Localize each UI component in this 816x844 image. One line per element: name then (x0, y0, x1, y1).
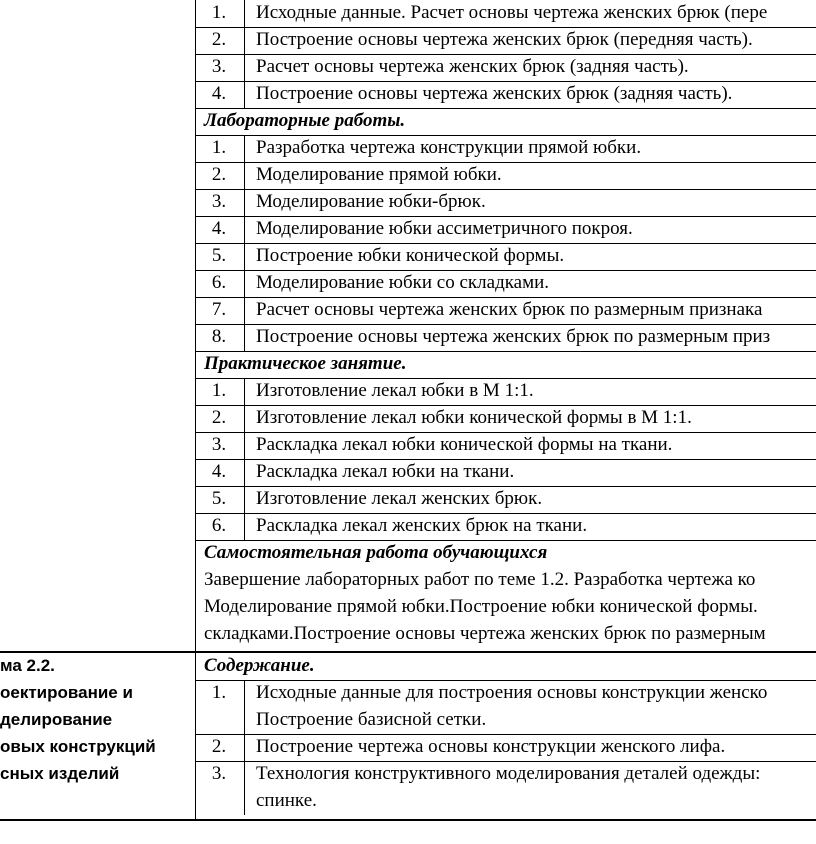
lab-row-number: 3. (211, 191, 227, 212)
content-row-text: Построение чертежа основы конструкции женского лифа. (256, 736, 726, 757)
lab-row-text: Моделирование юбки-брюк. (256, 191, 486, 212)
column-divider (244, 0, 245, 27)
column-divider (244, 270, 245, 297)
practice-row-text: Изготовление лекал юбки в М 1:1. (256, 380, 534, 401)
column-divider (244, 162, 245, 189)
content-row-number: 3. (211, 763, 227, 784)
practice-row-text: Изготовление лекал женских брюк. (256, 488, 543, 509)
topic-title-line: делирование (0, 710, 113, 729)
self-work-text: Моделирование прямой юбки.Построение юбки конической формы. (204, 596, 758, 617)
column-divider (244, 81, 245, 108)
self-work-text: Завершение лабораторных работ по теме 1.2. Разработка чертежа ко (204, 569, 756, 590)
practice-row-text: Изготовление лекал юбки конической формы в М 1:1. (256, 407, 692, 428)
lab-row-number: 5. (211, 245, 227, 266)
topic-title-line: ма 2.2. (0, 656, 55, 675)
content-row-text: Построение базисной сетки. (256, 709, 487, 730)
column-divider (244, 405, 245, 432)
column-divider (244, 189, 245, 216)
column-divider (244, 486, 245, 513)
section-header-self-work: Самостоятельная работа обучающихся (204, 542, 548, 563)
column-divider (244, 734, 245, 761)
practice-row-text: Раскладка лекал женских брюк на ткани. (256, 515, 588, 536)
top-row-number: 4. (211, 83, 227, 104)
self-work-text: складками.Построение основы чертежа женских брюк по размерным (204, 623, 766, 644)
lab-row-text: Моделирование юбки со складками. (256, 272, 550, 293)
lab-row-text: Моделирование юбки ассиметричного покроя. (256, 218, 633, 239)
practice-row-number: 2. (211, 407, 227, 428)
column-divider (244, 324, 245, 351)
column-divider (244, 432, 245, 459)
content-row-text: Исходные данные для построения основы конструкции женско (256, 682, 768, 703)
column-divider (244, 297, 245, 324)
section-border (0, 651, 816, 653)
topic-title-line: овых конструкций (0, 737, 156, 756)
practice-row-text: Раскладка лекал юбки на ткани. (256, 461, 515, 482)
column-divider-main (195, 0, 196, 819)
topic-title-line: сных изделий (0, 764, 120, 783)
lab-row-number: 6. (211, 272, 227, 293)
lab-row-text: Разработка чертежа конструкции прямой юбки. (256, 137, 642, 158)
content-row-text: спинке. (256, 790, 317, 811)
lab-row-text: Построение основы чертежа женских брюк по размерным приз (256, 326, 771, 347)
lab-row-text: Расчет основы чертежа женских брюк по размерным признака (256, 299, 763, 320)
lab-row-number: 1. (211, 137, 227, 158)
section-header-practice: Практическое занятие. (204, 353, 407, 374)
practice-row-number: 5. (211, 488, 227, 509)
lab-row-number: 4. (211, 218, 227, 239)
lab-row-text: Моделирование прямой юбки. (256, 164, 502, 185)
column-divider (244, 135, 245, 162)
column-divider (244, 459, 245, 486)
top-row-text: Построение основы чертежа женских брюк (задняя часть). (256, 83, 733, 104)
top-row-text: Расчет основы чертежа женских брюк (задняя часть). (256, 56, 689, 77)
column-divider (244, 243, 245, 270)
topic-title-line: оектирование и (0, 683, 133, 702)
lab-row-number: 2. (211, 164, 227, 185)
practice-row-number: 4. (211, 461, 227, 482)
column-divider (244, 54, 245, 81)
content-row-number: 2. (211, 736, 227, 757)
table-bottom-border (0, 819, 816, 821)
practice-row-text: Раскладка лекал юбки конической формы на ткани. (256, 434, 673, 455)
top-row-number: 3. (211, 56, 227, 77)
column-divider (244, 378, 245, 405)
content-row-number: 1. (211, 682, 227, 703)
lab-row-text: Построение юбки конической формы. (256, 245, 565, 266)
top-row-number: 2. (211, 29, 227, 50)
practice-row-number: 6. (211, 515, 227, 536)
section-header-lab: Лабораторные работы. (204, 110, 406, 131)
practice-row-number: 1. (211, 380, 227, 401)
column-divider (244, 27, 245, 54)
column-divider (244, 680, 245, 734)
top-row-text: Построение основы чертежа женских брюк (передняя часть). (256, 29, 753, 50)
lab-row-number: 7. (211, 299, 227, 320)
practice-row-number: 3. (211, 434, 227, 455)
column-divider (244, 761, 245, 815)
top-row-text: Исходные данные. Расчет основы чертежа женских брюк (пере (256, 2, 768, 23)
column-divider (244, 216, 245, 243)
lab-row-number: 8. (211, 326, 227, 347)
content-row-text: Технология конструктивного моделирования деталей одежды: (256, 763, 761, 784)
top-row-number: 1. (211, 2, 227, 23)
column-divider (244, 513, 245, 540)
section-header-content: Содержание. (204, 655, 315, 676)
